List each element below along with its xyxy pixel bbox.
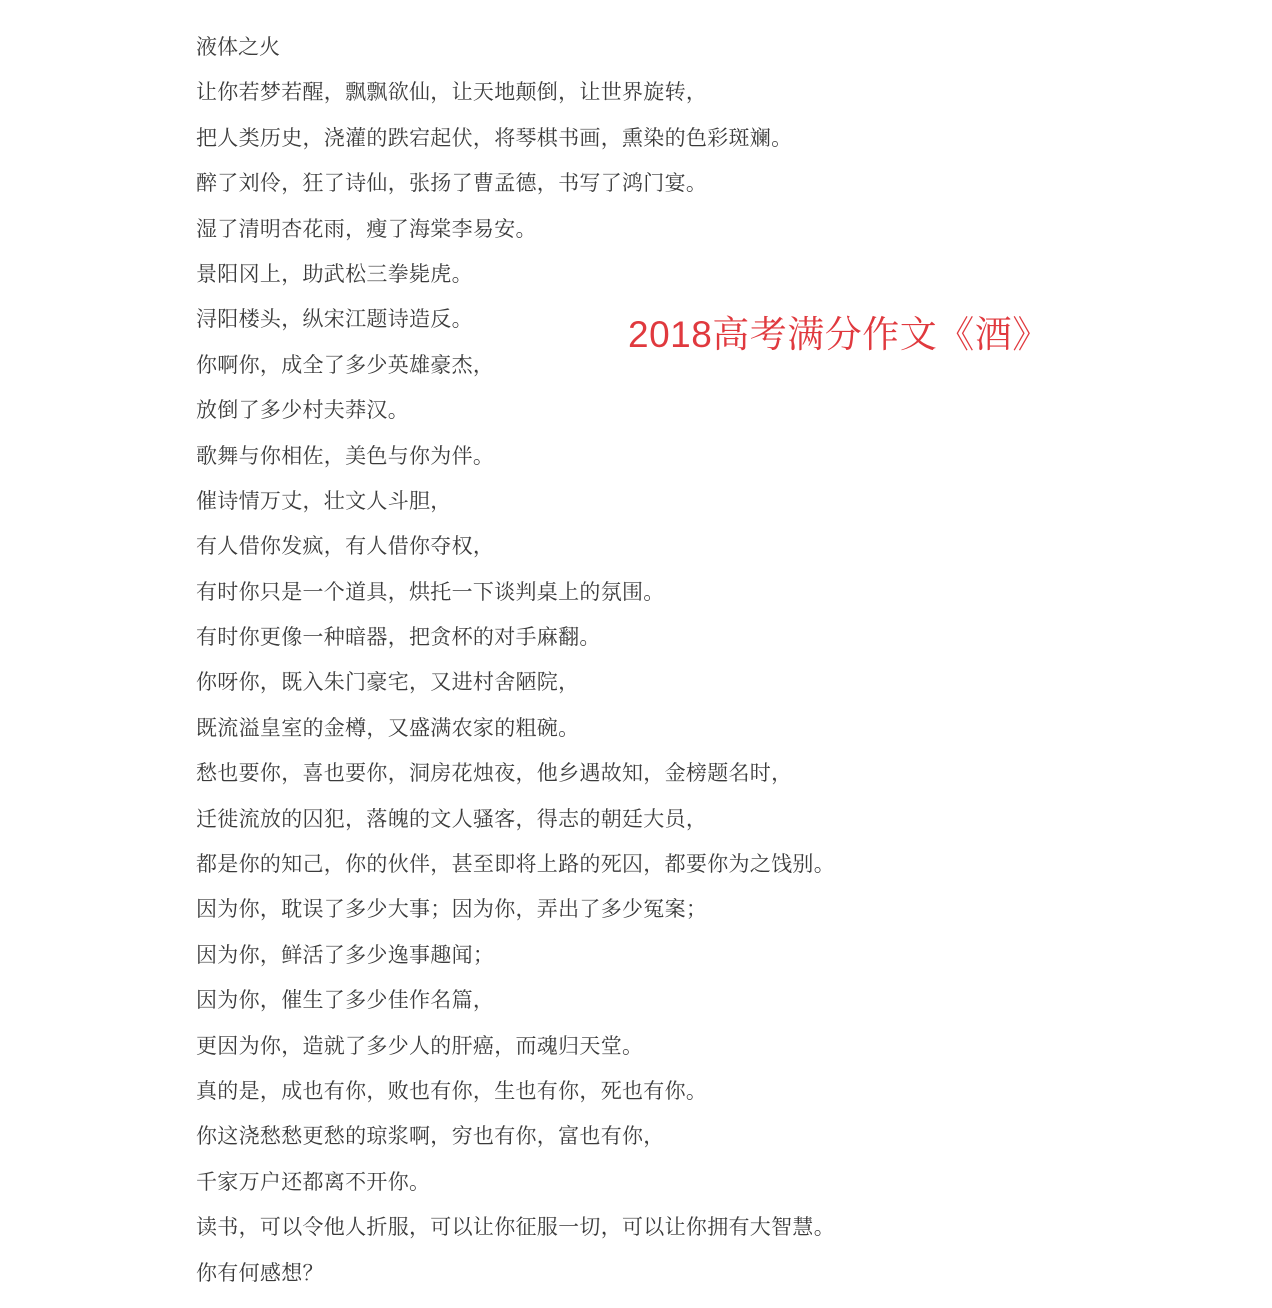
poem-line: 放倒了多少村夫莽汉。 [196,398,409,423]
poem-line: 因为你，鲜活了多少逸事趣闻； [196,942,495,967]
poem-line: 愁也要你，喜也要你，洞房花烛夜，他乡遇故知，金榜题名时， [196,761,793,786]
poem-line: 迁徙流放的囚犯，落魄的文人骚客，得志的朝廷大员， [196,806,708,831]
poem-line: 让你若梦若醒，飘飘欲仙，让天地颠倒，让世界旋转， [196,80,708,105]
poem-line: 你呀你，既入朱门豪宅，又进村舍陋院， [196,670,580,695]
poem-line: 你啊你，成全了多少英雄豪杰， [196,352,495,377]
poem-body [196,30,896,1301]
poem-line: 因为你，耽误了多少大事；因为你，弄出了多少冤案； [196,897,708,922]
poem-line: 有时你更像一种暗器，把贪杯的对手麻翻。 [196,625,601,650]
poem-line: 千家万户还都离不开你。 [196,1169,431,1194]
poem-line: 你这浇愁愁更愁的琼浆啊，穷也有你，富也有你， [196,1124,665,1149]
poem-line: 更因为你，造就了多少人的肝癌，而魂归天堂。 [196,1033,644,1058]
poem-line: 读书，可以令他人折服，可以让你征服一切，可以让你拥有大智慧。 [196,1215,835,1240]
poem-line: 景阳冈上，助武松三拳毙虎。 [196,261,473,286]
poem-line: 把人类历史，浇灌的跌宕起伏，将琴棋书画，熏染的色彩斑斓。 [196,125,793,150]
poem-line: 你有何感想？ [196,1260,324,1285]
poem-title: 液体之火 [196,35,280,59]
essay-caption: 2018高考满分作文《酒》 [628,314,1050,355]
poem-line: 醉了刘伶，狂了诗仙，张扬了曹孟德，书写了鸿门宴。 [196,171,708,196]
poem-line: 湿了清明杏花雨，瘦了海棠李易安。 [196,216,537,241]
poem-line: 催诗情万丈，壮文人斗胆， [196,488,452,513]
poem-lines [196,75,896,1301]
poem-line: 浔阳楼头，纵宋江题诗造反。 [196,307,473,332]
poem-line: 歌舞与你相佐，美色与你为伴。 [196,443,495,468]
poem-line: 既流溢皇室的金樽，又盛满农家的粗碗。 [196,715,580,740]
poem-line: 有时你只是一个道具，烘托一下谈判桌上的氛围。 [196,579,665,604]
poem-line: 因为你，催生了多少佳作名篇， [196,988,495,1013]
poem-line: 真的是，成也有你，败也有你，生也有你，死也有你。 [196,1078,708,1103]
poem-line: 都是你的知己，你的伙伴，甚至即将上路的死囚，都要你为之饯别。 [196,852,835,877]
poem-line: 有人借你发疯，有人借你夺权， [196,534,495,559]
